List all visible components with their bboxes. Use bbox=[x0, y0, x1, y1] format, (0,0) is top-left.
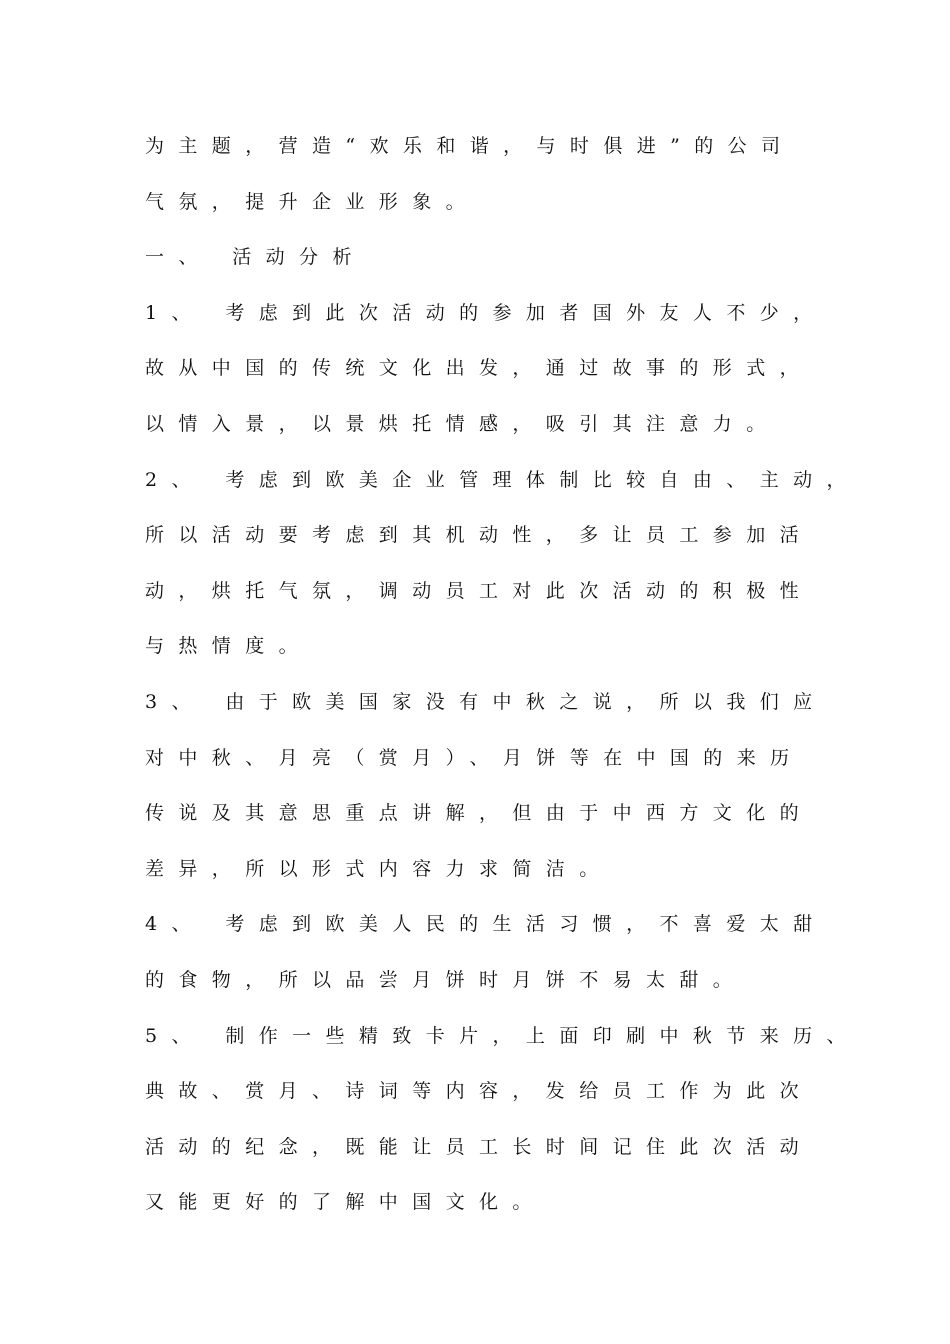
text-line-8: 所以活动要考虑到其机动性，多让员工参加活 bbox=[145, 524, 814, 547]
text-line-9: 动，烘托气氛，调动员工对此次活动的积极性 bbox=[145, 579, 814, 602]
text-line-7: 2、 考虑到欧美企业管理体制比较自由、主动， bbox=[145, 468, 860, 491]
text-line-1: 为主题，营造“欢乐和谐，与时俱进”的公司 bbox=[145, 135, 795, 157]
text-line-12: 对中秋、月亮（赏月）、月饼等在中国的来历 bbox=[145, 746, 804, 769]
section-heading: 一、 活动分析 bbox=[145, 246, 366, 269]
text-line-4: 1、 考虑到此次活动的参加者国外友人不少， bbox=[145, 301, 827, 324]
text-line-18: 典故、赏月、诗词等内容，发给员工作为此次 bbox=[145, 1080, 814, 1103]
text-line-11: 3、 由于欧美国家没有中秋之说，所以我们应 bbox=[145, 690, 827, 713]
text-line-13: 传说及其意思重点讲解，但由于中西方文化的 bbox=[145, 802, 814, 825]
text-line-16: 的食物，所以品尝月饼时月饼不易太甜。 bbox=[145, 968, 747, 991]
text-line-2: 气氛，提升企业形象。 bbox=[145, 190, 480, 213]
text-line-10: 与热情度。 bbox=[145, 635, 313, 658]
text-line-14: 差异，所以形式内容力求简洁。 bbox=[145, 857, 613, 880]
text-line-5: 故从中国的传统文化出发，通过故事的形式， bbox=[145, 357, 814, 380]
document-body bbox=[145, 126, 860, 1238]
text-line-6: 以情入景，以景烘托情感，吸引其注意力。 bbox=[145, 412, 780, 435]
text-line-20: 又能更好的了解中国文化。 bbox=[145, 1191, 546, 1214]
text-line-19: 活动的纪念，既能让员工长时间记住此次活动 bbox=[145, 1135, 814, 1158]
text-line-17: 5、 制作一些精致卡片，上面印刷中秋节来历、 bbox=[145, 1024, 860, 1047]
text-line-15: 4、 考虑到欧美人民的生活习惯，不喜爱太甜 bbox=[145, 913, 827, 936]
